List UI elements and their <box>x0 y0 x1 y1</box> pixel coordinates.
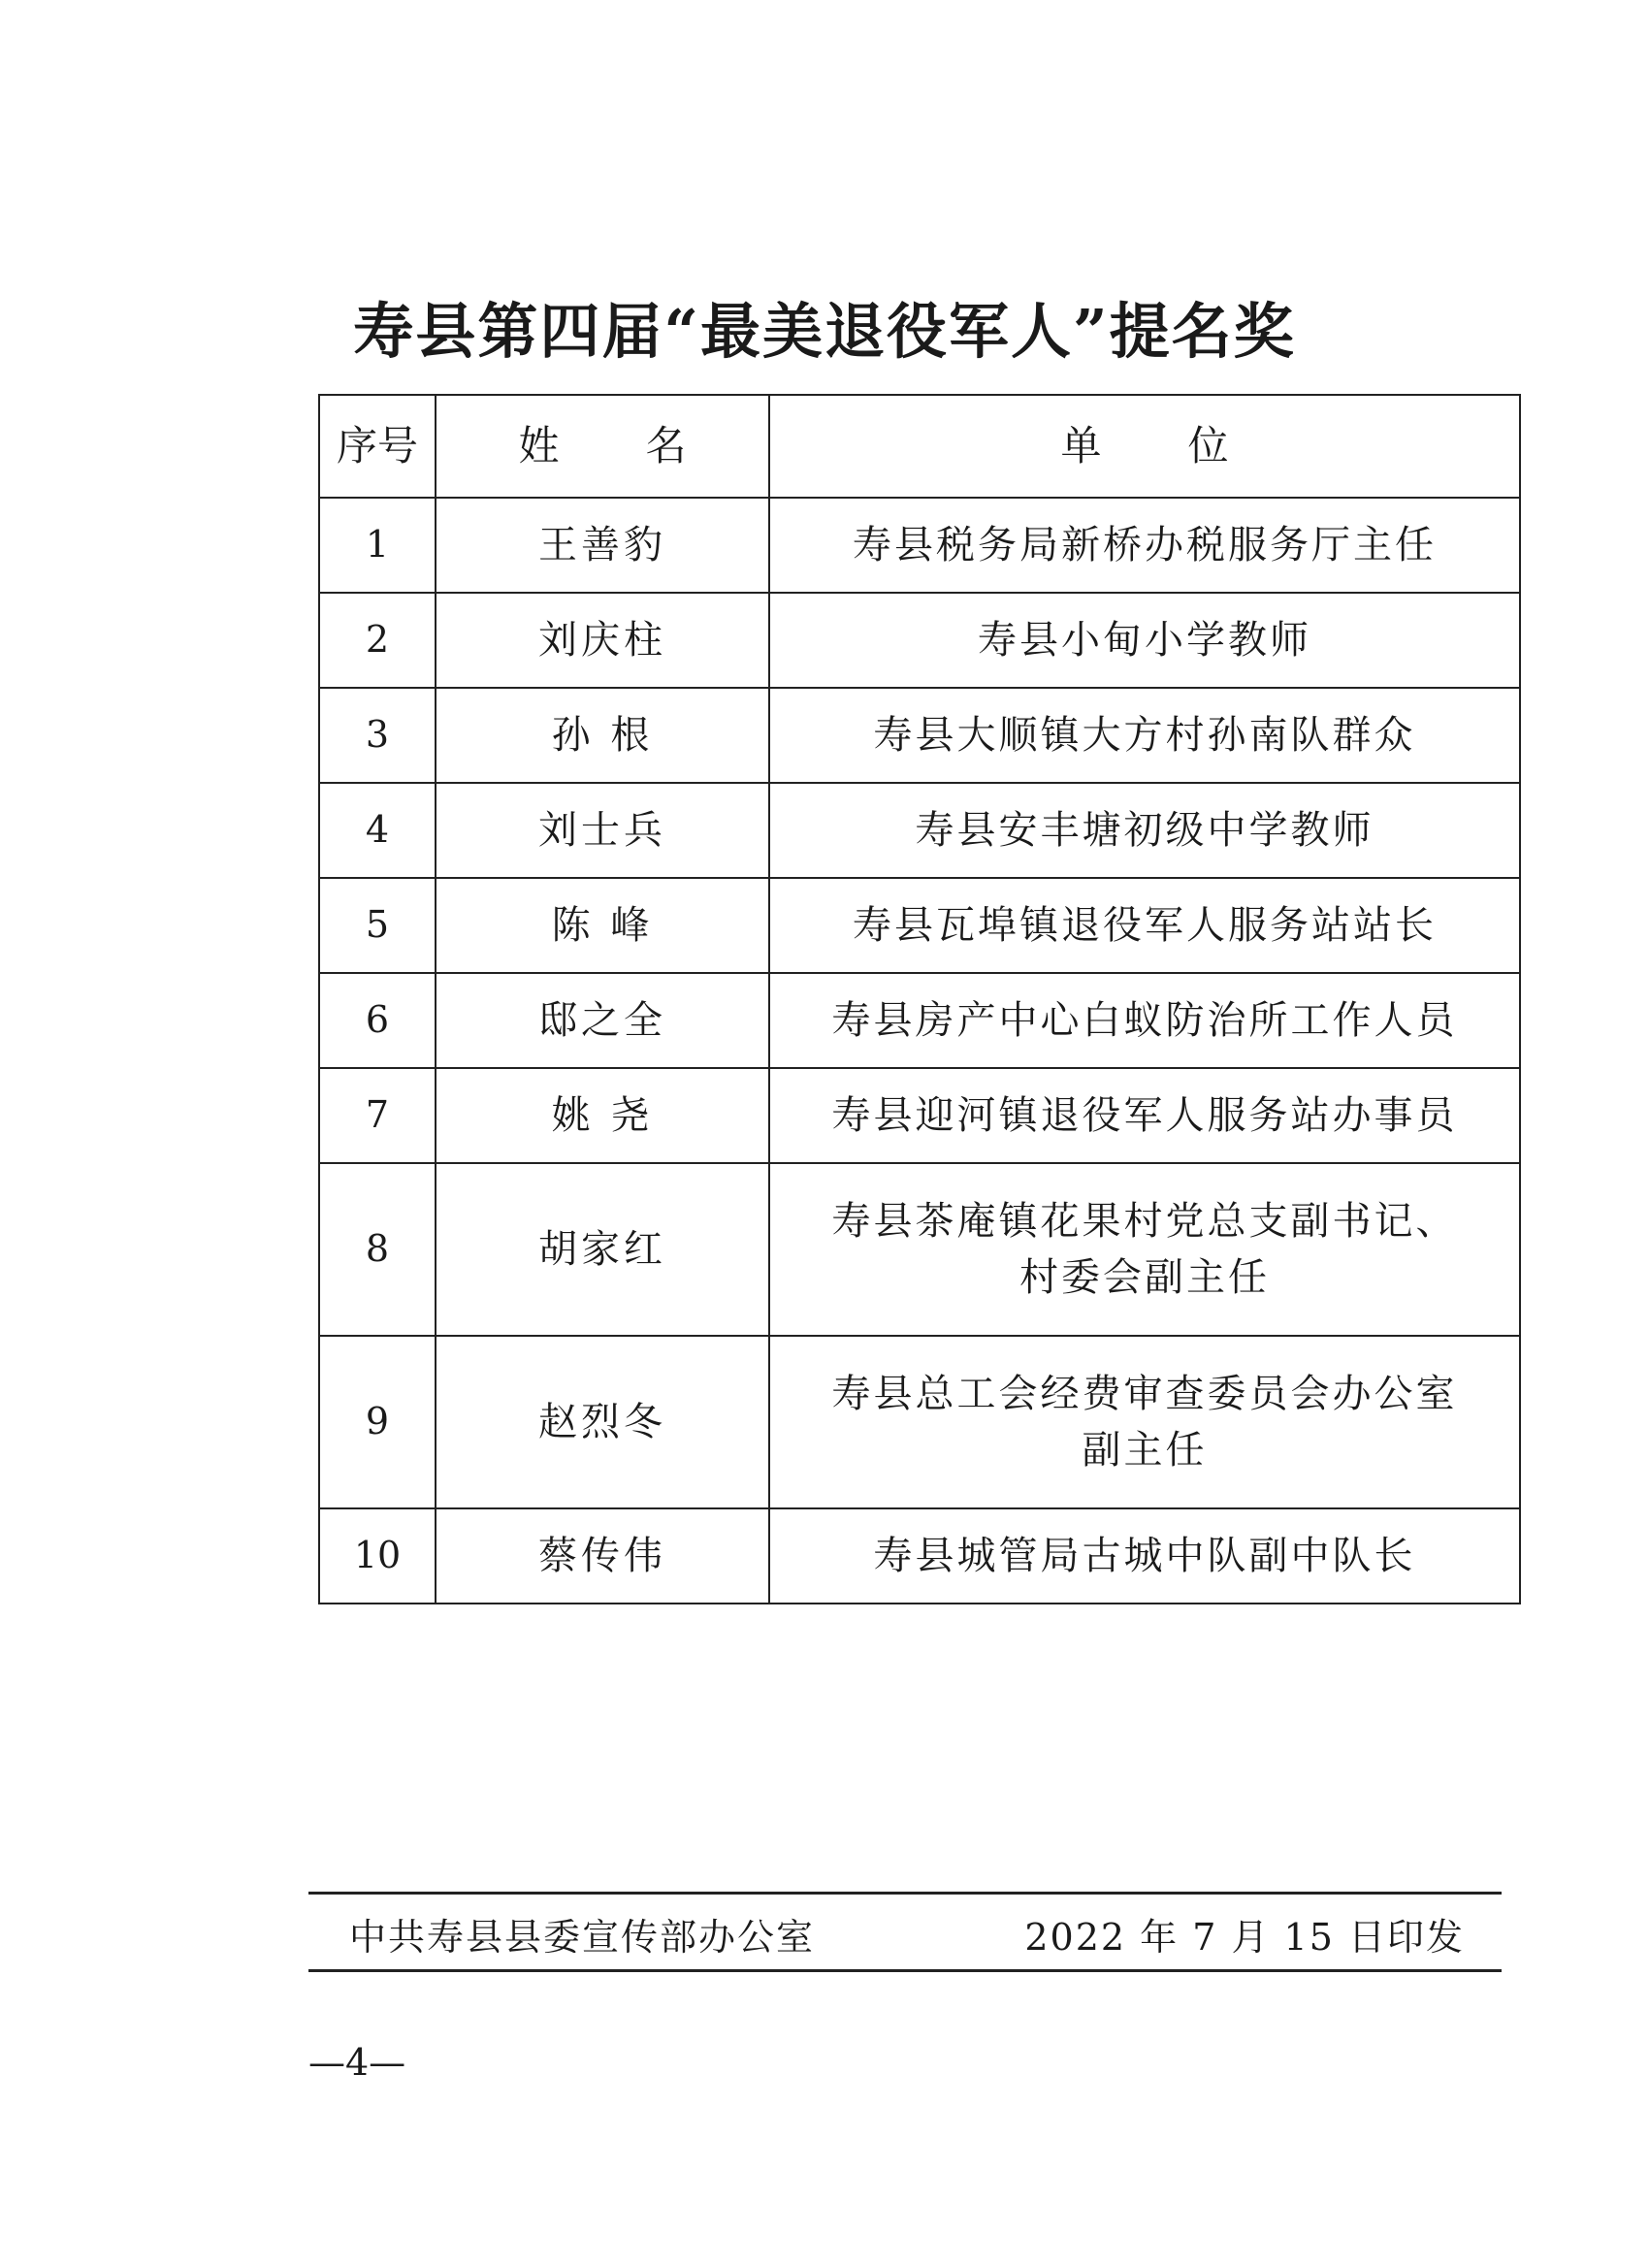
row-unit-line: 寿县茶庵镇花果村党总支副书记、 <box>831 1199 1458 1244</box>
row-number: 4 <box>319 783 436 878</box>
row-name: 赵烈冬 <box>436 1336 769 1508</box>
page-number: —4— <box>308 2041 406 2084</box>
row-number: 6 <box>319 973 436 1068</box>
row-name: 陈 峰 <box>436 878 769 973</box>
header-number: 序号 <box>319 395 436 498</box>
table-header-row <box>319 395 1520 498</box>
row-unit: 寿县小甸小学教师 <box>769 593 1520 688</box>
table-row <box>319 1336 1520 1508</box>
nominee-table <box>318 394 1521 1604</box>
row-unit: 寿县瓦埠镇退役军人服务站站长 <box>769 878 1520 973</box>
row-unit-line: 村委会副主任 <box>1019 1255 1270 1300</box>
document-title: 寿县第四届“最美退役军人”提名奖 <box>353 296 1296 367</box>
row-number: 1 <box>319 498 436 593</box>
row-unit: 寿县房产中心白蚁防治所工作人员 <box>769 973 1520 1068</box>
table-row <box>319 688 1520 783</box>
footer-bottom-rule <box>308 1969 1502 1972</box>
row-name: 蔡传伟 <box>436 1508 769 1604</box>
row-unit <box>769 1336 1520 1508</box>
row-number: 5 <box>319 878 436 973</box>
row-unit-line: 副主任 <box>1082 1428 1208 1473</box>
row-number: 3 <box>319 688 436 783</box>
row-number: 10 <box>319 1508 436 1604</box>
row-name: 姚 尧 <box>436 1068 769 1163</box>
table-row <box>319 498 1520 593</box>
table-row <box>319 783 1520 878</box>
row-unit: 寿县大顺镇大方村孙南队群众 <box>769 688 1520 783</box>
row-number: 8 <box>319 1163 436 1336</box>
row-number: 2 <box>319 593 436 688</box>
row-unit: 寿县税务局新桥办税服务厅主任 <box>769 498 1520 593</box>
row-name: 王善豹 <box>436 498 769 593</box>
row-number: 7 <box>319 1068 436 1163</box>
row-name: 刘士兵 <box>436 783 769 878</box>
table-row <box>319 878 1520 973</box>
table-row <box>319 973 1520 1068</box>
row-name: 胡家红 <box>436 1163 769 1336</box>
table-row <box>319 1068 1520 1163</box>
row-name: 刘庆柱 <box>436 593 769 688</box>
row-unit: 寿县迎河镇退役军人服务站办事员 <box>769 1068 1520 1163</box>
table-row <box>319 593 1520 688</box>
table-row <box>319 1163 1520 1336</box>
row-unit: 寿县安丰塘初级中学教师 <box>769 783 1520 878</box>
row-number: 9 <box>319 1336 436 1508</box>
row-name: 孙 根 <box>436 688 769 783</box>
footer-issuer: 中共寿县县委宣传部办公室 <box>349 1916 816 1959</box>
row-unit-line: 寿县总工会经费审查委员会办公室 <box>831 1372 1458 1416</box>
footer-top-rule <box>308 1892 1502 1895</box>
row-unit: 寿县城管局古城中队副中队长 <box>769 1508 1520 1604</box>
row-unit <box>769 1163 1520 1336</box>
table-row <box>319 1508 1520 1604</box>
footer-date: 2022 年 7 月 15 日印发 <box>1024 1916 1465 1959</box>
header-name: 姓 名 <box>436 395 769 498</box>
header-unit: 单 位 <box>769 395 1520 498</box>
row-name: 邸之全 <box>436 973 769 1068</box>
